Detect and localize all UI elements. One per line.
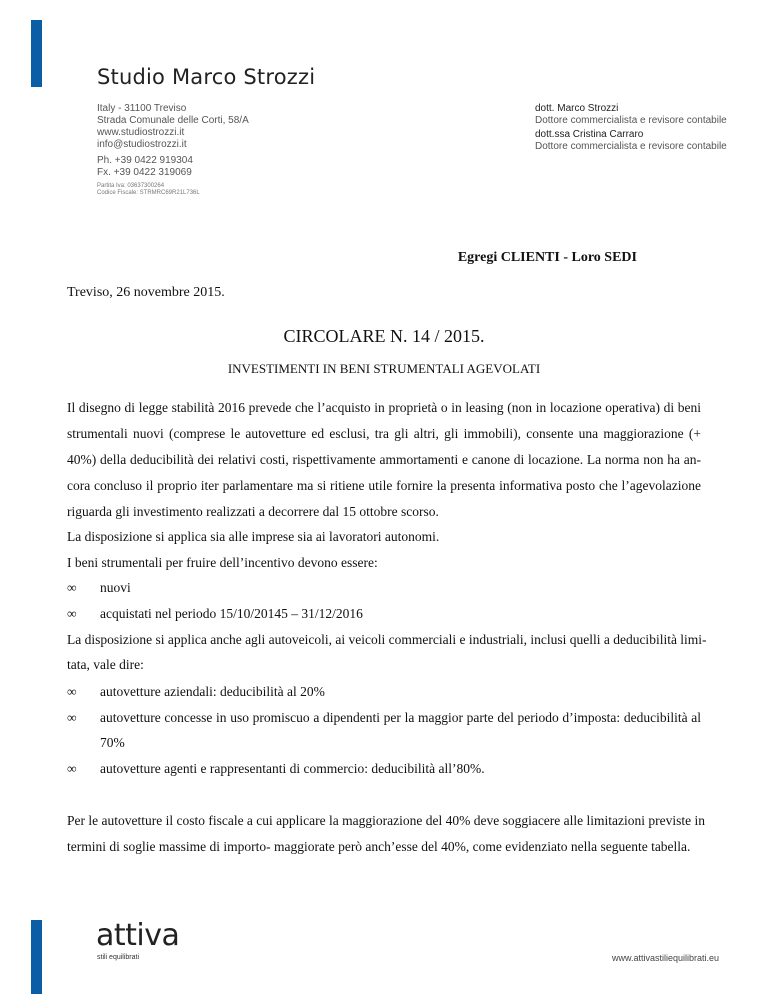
paragraph-line: Per le autovetture il costo fiscale a cui applicare la maggiorazione del 40% deve soggiacere alle limitazioni previste in — [67, 813, 705, 828]
paragraph-line: strumentali nuovi (comprese le autovetture ed esclusi, tra gli altri, gli immobili), consente una maggiorazione (+ — [67, 426, 701, 441]
paragraph-line: 40%) della deducibilità dei relativi costi, rispettivamente ammortamenti e canone di locazione. La norma non ha an- — [67, 452, 701, 467]
person-name: dott. Marco Strozzi — [535, 103, 619, 114]
tax-code: Codice Fiscale: STRMRC69R21L736L — [97, 190, 200, 196]
bullet-item — [67, 710, 701, 726]
paragraph-line: La disposizione si applica sia alle imprese sia ai lavoratori autonomi. — [67, 529, 440, 544]
date: Treviso, 26 novembre 2015. — [67, 285, 225, 300]
bullet-text: autovetture aziendali: deducibilità al 20% — [100, 684, 325, 699]
bullet-item — [67, 580, 131, 596]
website-link[interactable]: www.studiostrozzi.it — [97, 127, 185, 138]
circular-subtitle: INVESTIMENTI IN BENI STRUMENTALI AGEVOLATI — [227, 361, 541, 376]
brand-bar — [31, 20, 42, 87]
bullet-text: autovetture concesse in uso promiscuo a dipendenti per la maggior parte del periodo d’imposta: deducibilità al — [100, 710, 701, 725]
attiva-logo: attiva — [96, 918, 180, 953]
bullet-text: autovetture agenti e rappresentanti di commercio: deducibilità all’80%. — [100, 761, 485, 776]
paragraph-line: cora concluso il proprio iter parlamentare ma si ritiene utile fornire la presenta informativa posto che l’agevolazione — [67, 478, 701, 493]
paragraph-line: termini di soglie massime di importo- maggiorate però anch’esse del 40%, come evidenziato nella seguente tabella. — [67, 839, 691, 854]
infinity-bullet-icon: ∞ — [67, 761, 77, 776]
circular-title: CIRCOLARE N. 14 / 2015. — [283, 326, 485, 346]
bullet-item — [67, 761, 485, 777]
address-line: Italy - 31100 Treviso — [97, 103, 187, 114]
footer-url[interactable]: www.attivastiliequilibrati.eu — [612, 953, 720, 963]
bullet-item — [67, 606, 363, 622]
paragraph-line: La disposizione si applica anche agli autoveicoli, ai veicoli commerciali e industriali, inclusi quelli a deducibilità limi- — [67, 632, 707, 647]
vat-number: Partita Iva: 03637300264 — [97, 183, 165, 189]
address-line: Strada Comunale delle Corti, 58/A — [97, 115, 249, 126]
recipient: Egregi CLIENTI - Loro SEDI — [457, 250, 637, 265]
paragraph-line: Il disegno di legge stabilità 2016 prevede che l’acquisto in proprietà o in leasing (non in locazione operativa) di beni — [67, 400, 701, 415]
bullet-text: acquistati nel periodo 15/10/20145 – 31/12/2016 — [100, 606, 363, 621]
person-role: Dottore commercialista e revisore contabile — [535, 115, 727, 126]
bullet-item — [67, 684, 325, 700]
people-block — [535, 103, 727, 153]
infinity-bullet-icon: ∞ — [67, 710, 77, 725]
person-role: Dottore commercialista e revisore contabile — [535, 141, 727, 152]
paragraph-line: riguarda gli investimento realizzati a decorrere dal 15 ottobre scorso. — [67, 504, 439, 519]
email-link[interactable]: info@studiostrozzi.it — [97, 139, 187, 150]
address-block — [97, 103, 249, 197]
infinity-bullet-icon: ∞ — [67, 606, 77, 621]
paragraph-line: tata, vale dire: — [67, 657, 144, 672]
infinity-bullet-icon: ∞ — [67, 580, 77, 595]
phone: Ph. +39 0422 919304 — [97, 155, 193, 166]
bullet-continuation: 70% — [100, 735, 125, 750]
person-name: dott.ssa Cristina Carraro — [535, 129, 644, 140]
footer-brand-bar — [31, 920, 42, 994]
studio-name: Studio Marco Strozzi — [97, 65, 316, 89]
attiva-tagline: stili equilibrati — [97, 954, 140, 961]
infinity-bullet-icon: ∞ — [67, 684, 77, 699]
fax: Fx. +39 0422 319069 — [97, 167, 192, 178]
paragraph-line: I beni strumentali per fruire dell’incentivo devono essere: — [67, 555, 378, 570]
bullet-text: nuovi — [100, 580, 131, 595]
